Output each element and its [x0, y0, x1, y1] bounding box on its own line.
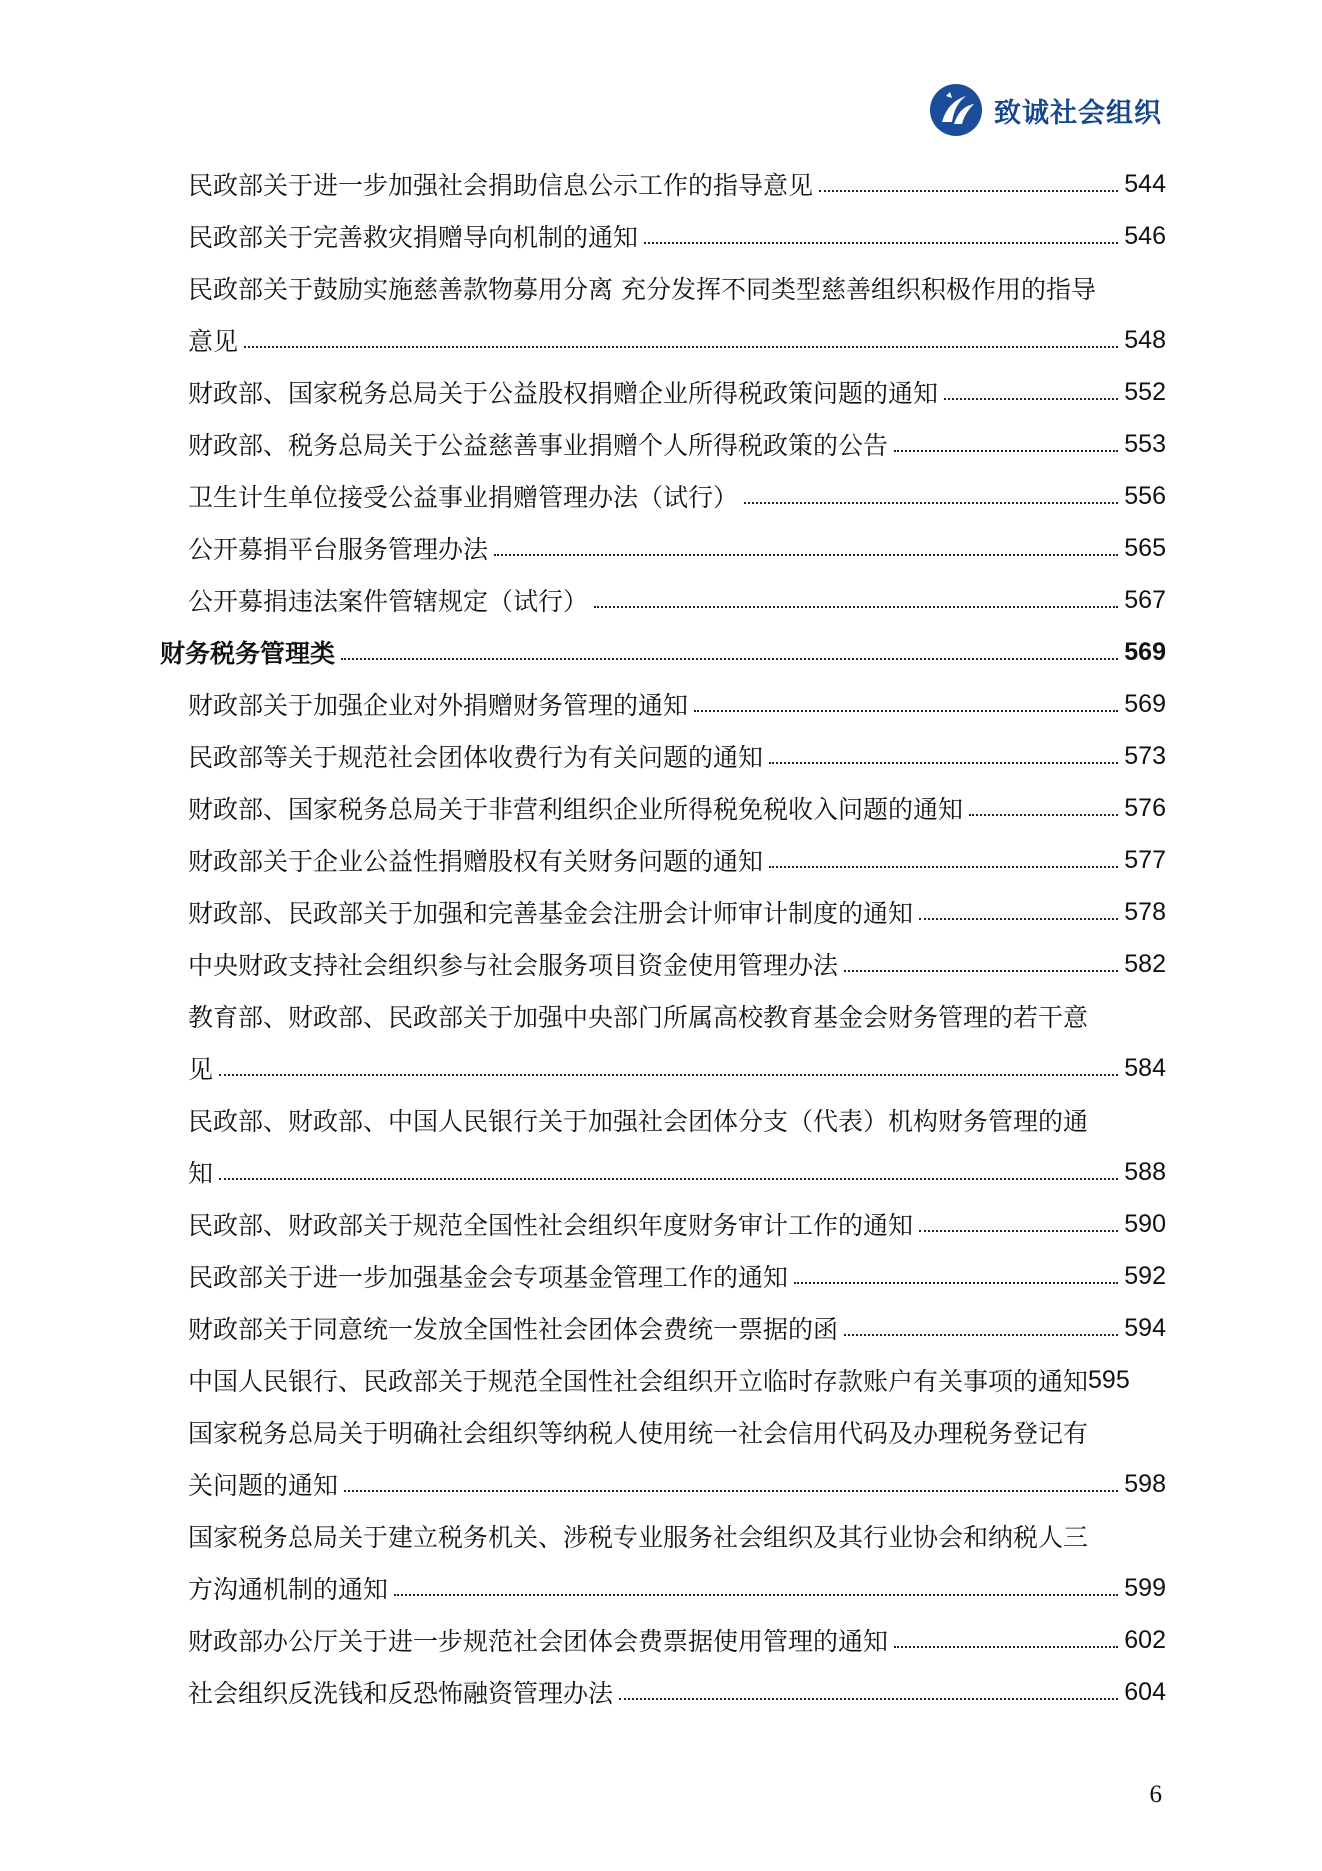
toc-entry-title: 中央财政支持社会组织参与社会服务项目资金使用管理办法: [188, 951, 839, 980]
toc-section-page: 569: [1124, 637, 1166, 666]
toc-entry[interactable]: [160, 314, 1166, 366]
toc-entry-title: 见: [188, 1055, 214, 1084]
toc-entry-title: 民政部关于完善救灾捐赠导向机制的通知: [188, 223, 639, 252]
toc-entry-page: 552: [1124, 377, 1166, 406]
toc-entry-title: 意见: [188, 327, 239, 356]
toc-entry-first-line[interactable]: 民政部、财政部、中国人民银行关于加强社会团体分支（代表）机构财务管理的通: [188, 1107, 1089, 1136]
table-of-contents: [160, 158, 1166, 1718]
dot-leader: [494, 554, 1118, 556]
toc-entry[interactable]: [160, 1146, 1166, 1198]
toc-entry-title: 社会组织反洗钱和反恐怖融资管理办法: [188, 1679, 614, 1708]
toc-entry-first-line[interactable]: 教育部、财政部、民政部关于加强中央部门所属高校教育基金会财务管理的若干意: [188, 1003, 1089, 1032]
toc-entry[interactable]: [160, 418, 1166, 470]
toc-section-title: 财务税务管理类: [160, 639, 336, 668]
toc-entry[interactable]: [160, 1250, 1166, 1302]
toc-entry-title: 财政部、民政部关于加强和完善基金会注册会计师审计制度的通知: [188, 899, 914, 928]
dot-leader: [344, 1490, 1118, 1492]
toc-entry-title: 民政部关于进一步加强基金会专项基金管理工作的通知: [188, 1263, 789, 1292]
toc-entry-title: 中国人民银行、民政部关于规范全国性社会组织开立临时存款账户有关事项的通知: [188, 1367, 1089, 1396]
toc-entry[interactable]: [160, 1666, 1166, 1718]
dot-leader: [794, 1282, 1118, 1284]
dot-leader: [394, 1594, 1118, 1596]
dot-leader: [769, 866, 1118, 868]
toc-entry-title: 财政部关于同意统一发放全国性社会团体会费统一票据的函: [188, 1315, 839, 1344]
toc-entry-title: 财政部、国家税务总局关于公益股权捐赠企业所得税政策问题的通知: [188, 379, 939, 408]
toc-entry-page: 576: [1124, 793, 1166, 822]
toc-entry-title: 民政部关于进一步加强社会捐助信息公示工作的指导意见: [188, 171, 814, 200]
toc-entry-first-line[interactable]: 国家税务总局关于明确社会组织等纳税人使用统一社会信用代码及办理税务登记有: [188, 1419, 1089, 1448]
toc-entry[interactable]: [160, 834, 1166, 886]
header-logo: [928, 82, 1162, 138]
toc-entry[interactable]: [160, 366, 1166, 418]
toc-entry-first-line[interactable]: 国家税务总局关于建立税务机关、涉税专业服务社会组织及其行业协会和纳税人三: [188, 1523, 1089, 1552]
toc-entry-page: 577: [1124, 845, 1166, 874]
toc-entry-title: 民政部等关于规范社会团体收费行为有关问题的通知: [188, 743, 764, 772]
toc-entry-page: 604: [1124, 1677, 1166, 1706]
dot-leader: [619, 1698, 1118, 1700]
dot-leader: [919, 1230, 1118, 1232]
organization-logo-icon: [928, 82, 984, 138]
toc-entry-page: 584: [1124, 1053, 1166, 1082]
toc-entry[interactable]: [160, 1354, 1166, 1406]
toc-entry-page: 599: [1124, 1573, 1166, 1602]
toc-entry-title: 财政部关于加强企业对外捐赠财务管理的通知: [188, 691, 689, 720]
toc-entry[interactable]: [160, 158, 1166, 210]
dot-leader: [944, 398, 1118, 400]
toc-entry-page: 544: [1124, 169, 1166, 198]
toc-entry-page: 598: [1124, 1469, 1166, 1498]
toc-entry-page: 556: [1124, 481, 1166, 510]
dot-leader: [969, 814, 1118, 816]
toc-entry[interactable]: [160, 938, 1166, 990]
toc-entry-page: 569: [1124, 689, 1166, 718]
dot-leader: [819, 190, 1118, 192]
toc-entry[interactable]: [160, 522, 1166, 574]
dot-leader: [844, 1334, 1118, 1336]
dot-leader: [769, 762, 1118, 764]
toc-entry-first-line[interactable]: 民政部关于鼓励实施慈善款物募用分离 充分发挥不同类型慈善组织积极作用的指导: [188, 275, 1096, 304]
dot-leader: [219, 1178, 1118, 1180]
toc-entry-page: 567: [1124, 585, 1166, 614]
toc-entry-title: 方沟通机制的通知: [188, 1575, 389, 1604]
dot-leader: [694, 710, 1118, 712]
toc-entry-page: 548: [1124, 325, 1166, 354]
toc-entry-title: 财政部、国家税务总局关于非营利组织企业所得税免税收入问题的通知: [188, 795, 964, 824]
toc-entry[interactable]: [160, 574, 1166, 626]
toc-entry-page: 592: [1124, 1261, 1166, 1290]
dot-leader: [219, 1074, 1118, 1076]
toc-entry-title: 卫生计生单位接受公益事业捐赠管理办法（试行）: [188, 483, 739, 512]
dot-leader: [244, 346, 1118, 348]
dot-leader: [919, 918, 1118, 920]
toc-entry-page: 573: [1124, 741, 1166, 770]
toc-entry[interactable]: [160, 1302, 1166, 1354]
toc-entry-title: 财政部、税务总局关于公益慈善事业捐赠个人所得税政策的公告: [188, 431, 889, 460]
dot-leader: [844, 970, 1118, 972]
logo-text: 致诚社会组织: [994, 97, 1162, 129]
toc-entry[interactable]: [160, 1458, 1166, 1510]
toc-entry-title: 公开募捐平台服务管理办法: [188, 535, 489, 564]
toc-entry-page: 553: [1124, 429, 1166, 458]
toc-entry-page: 594: [1124, 1313, 1166, 1342]
toc-entry[interactable]: [160, 1614, 1166, 1666]
toc-entry-page: 590: [1124, 1209, 1166, 1238]
toc-entry[interactable]: [160, 210, 1166, 262]
dot-leader: [894, 1646, 1118, 1648]
toc-entry-page: 582: [1124, 949, 1166, 978]
toc-entry[interactable]: [160, 1562, 1166, 1614]
toc-entry[interactable]: [160, 470, 1166, 522]
toc-section-heading[interactable]: [160, 626, 1166, 678]
toc-entry-title: 公开募捐违法案件管辖规定（试行）: [188, 587, 589, 616]
dot-leader: [594, 606, 1118, 608]
toc-entry-page: 546: [1124, 221, 1166, 250]
toc-entry[interactable]: [160, 1198, 1166, 1250]
dot-leader: [894, 450, 1118, 452]
toc-entry-title: 财政部关于企业公益性捐赠股权有关财务问题的通知: [188, 847, 764, 876]
toc-entry-page: 578: [1124, 897, 1166, 926]
toc-entry-page: 602: [1124, 1625, 1166, 1654]
dot-leader: [744, 502, 1118, 504]
toc-entry[interactable]: [160, 730, 1166, 782]
toc-entry-title: 财政部办公厅关于进一步规范社会团体会费票据使用管理的通知: [188, 1627, 889, 1656]
toc-entry-page: 565: [1124, 533, 1166, 562]
toc-entry-title: 民政部、财政部关于规范全国性社会组织年度财务审计工作的通知: [188, 1211, 914, 1240]
toc-entry-page: 595: [1088, 1365, 1130, 1394]
toc-entry[interactable]: [160, 782, 1166, 834]
toc-entry[interactable]: [160, 886, 1166, 938]
toc-entry[interactable]: [160, 1042, 1166, 1094]
dot-leader: [341, 658, 1118, 660]
page-number: 6: [1149, 1781, 1162, 1808]
toc-entry-title: 知: [188, 1159, 214, 1188]
toc-entry-title: 关问题的通知: [188, 1471, 339, 1500]
dot-leader: [644, 242, 1118, 244]
toc-entry[interactable]: [160, 678, 1166, 730]
toc-entry-page: 588: [1124, 1157, 1166, 1186]
